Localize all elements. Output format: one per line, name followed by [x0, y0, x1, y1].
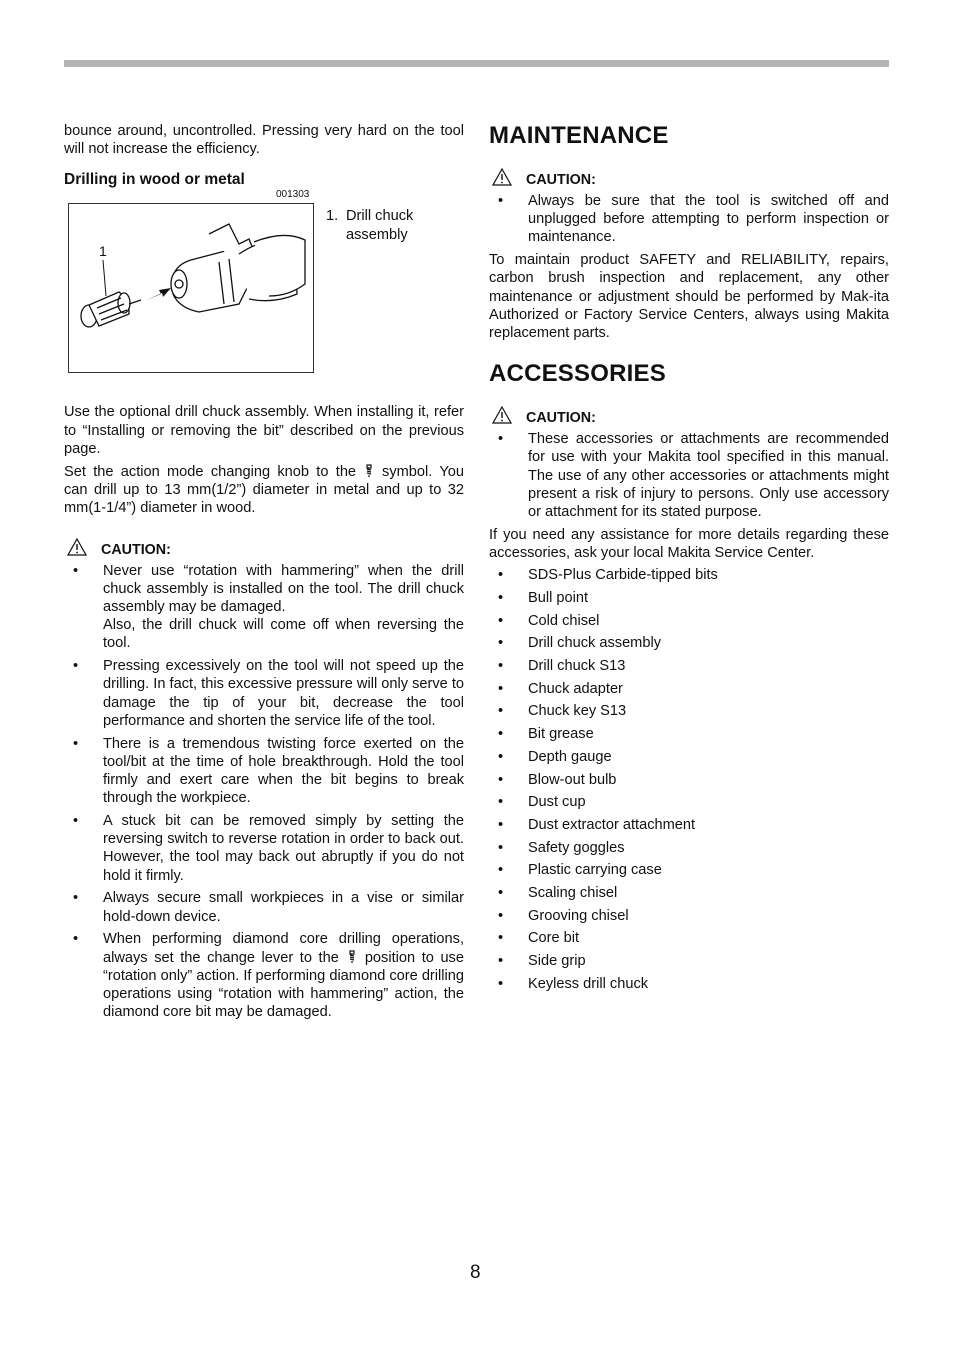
maintenance-paragraph: To maintain product SAFETY and RELIABILITY, repairs, carbon brush inspection and replacement, any other maintenance or adjustment should be performed by Mak-ita Authorized or Factory Service Centers, always using Makita replacement parts.: [489, 252, 889, 342]
caution-header: [64, 538, 464, 558]
figure: [64, 189, 464, 403]
list-item: • Chuck adapter: [489, 680, 889, 698]
warning-triangle-icon: [492, 168, 512, 186]
figure-code: 001303: [276, 189, 310, 201]
paragraph-action-mode: [64, 463, 464, 518]
list-item: • Grooving chisel: [489, 907, 889, 925]
list-item: • Always be sure that the tool is switched off and unplugged before attempting to perform inspection or maintenance.: [489, 192, 889, 247]
caution-label: CAUTION:: [526, 410, 596, 427]
list-item: • Bull point: [489, 589, 889, 607]
drill-bit-symbol-icon: [362, 464, 376, 478]
right-column: [489, 122, 889, 998]
list-item: • Always secure small workpieces in a vise or similar hold-down device.: [64, 889, 464, 925]
list-item: • Keyless drill chuck: [489, 975, 889, 993]
caution-list: [64, 562, 464, 1022]
list-item: • Depth gauge: [489, 748, 889, 766]
list-item: • A stuck bit can be removed simply by setting the reversing switch to reverse rotation in order to back out. However, the tool may back out abruptly if you do not hold it firmly.: [64, 812, 464, 885]
legend-text: Drill chuck assembly: [346, 208, 414, 243]
maintenance-caution-list: [489, 192, 889, 247]
accessories-paragraph: If you need any assistance for more details regarding these accessories, ask your local Makita Service Center.: [489, 526, 889, 562]
caution-header: [489, 168, 889, 188]
list-item: • These accessories or attachments are recommended for use with your Makita tool specified in this manual. The use of any other accessories or attachments might present a risk of injury to persons. Only use accessory or attachment for its stated purpose.: [489, 430, 889, 521]
intro-paragraph: bounce around, uncontrolled. Pressing very hard on the tool will not increase the efficiency.: [64, 123, 464, 158]
paragraph-action-mode-a: Set the action mode changing knob to the: [64, 464, 357, 481]
caution-header: [489, 406, 889, 426]
list-item: • Cold chisel: [489, 612, 889, 630]
list-item: • Never use “rotation with hammering” when the drill chuck assembly is installed on the tool. The drill chuck assembly may be damaged. Also, the drill chuck will come off when reversing the tool.: [64, 562, 464, 653]
list-item: • Side grip: [489, 952, 889, 970]
list-item: • Plastic carrying case: [489, 861, 889, 879]
list-item: • Bit grease: [489, 725, 889, 743]
accessories-list: [489, 566, 889, 993]
warning-triangle-icon: [67, 538, 87, 556]
list-item: • Blow-out bulb: [489, 771, 889, 789]
paragraph-action-mode-b: symbol. You can drill up to 13 mm(1/2”) diameter in metal and up to 32 mm(1-1/4”) diameter in wood.: [64, 464, 464, 517]
caution-label: CAUTION:: [101, 541, 171, 558]
list-item: • Drill chuck assembly: [489, 634, 889, 652]
figure-frame: [68, 203, 314, 373]
header-rule: [64, 60, 889, 67]
list-item: • Chuck key S13: [489, 702, 889, 720]
left-column: [64, 122, 464, 1026]
list-item: • SDS-Plus Carbide-tipped bits: [489, 566, 889, 584]
drill-chuck-illustration: [69, 204, 313, 372]
list-item: • Dust extractor attachment: [489, 816, 889, 834]
list-item: • Safety goggles: [489, 839, 889, 857]
list-item: • Drill chuck S13: [489, 657, 889, 675]
list-item: • There is a tremendous twisting force exerted on the tool/bit at the time of hole breakthrough. Hold the tool firmly and exert care when the bit begins to break through the workpiece.: [64, 735, 464, 808]
section-heading: Drilling in wood or metal: [64, 171, 245, 189]
list-item: • When performing diamond core drilling operations, always set the change lever to the position to use “rotation only” action. If performing diamond core drilling operations using “rotation with hammering” action, the diamond core bit may be damaged.: [64, 930, 464, 1021]
accessories-caution-list: [489, 430, 889, 521]
warning-triangle-icon: [492, 406, 512, 424]
caution-label: CAUTION:: [526, 172, 596, 188]
paragraph-drill-chuck: Use the optional drill chuck assembly. When installing it, refer to “Installing or removing the bit” described on the previous page.: [64, 404, 464, 457]
list-item: • Scaling chisel: [489, 884, 889, 902]
accessories-title: ACCESSORIES: [489, 360, 666, 388]
list-item: • Dust cup: [489, 793, 889, 811]
figure-legend: [326, 207, 456, 244]
drill-bit-symbol-icon: [345, 950, 359, 964]
list-item: • Pressing excessively on the tool will not speed up the drilling. In fact, this excessive pressure will only serve to damage the tip of your bit, decrease the tool performance and shorten the service life of the tool.: [64, 657, 464, 730]
list-item: • Core bit: [489, 929, 889, 947]
maintenance-title: MAINTENANCE: [489, 122, 669, 149]
page-number: 8: [470, 1262, 481, 1283]
legend-number: 1.: [326, 208, 339, 225]
figure-callout: 1: [99, 243, 107, 260]
